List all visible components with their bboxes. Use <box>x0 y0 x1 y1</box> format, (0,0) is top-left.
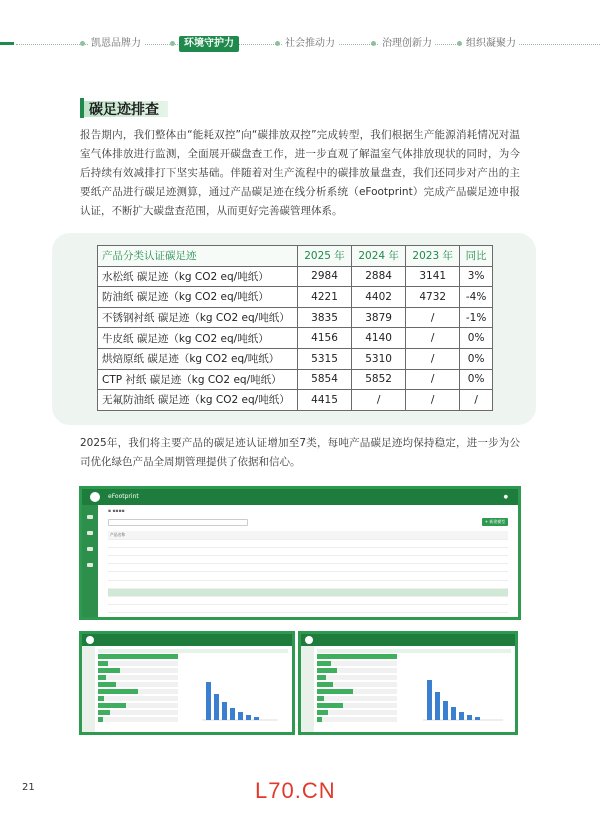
grid-col <box>479 531 508 539</box>
cell-yoy: / <box>460 390 493 411</box>
cell-product: CTP 衬纸 碳足迹（kg CO2 eq/吨纸） <box>98 369 298 390</box>
analysis-row <box>98 717 178 722</box>
analysis-row <box>317 717 397 722</box>
table-row <box>98 287 493 308</box>
grid-cell <box>420 605 449 613</box>
section-heading <box>80 98 200 118</box>
cell-product: 无氟防油纸 碳足迹（kg CO2 eq/吨纸） <box>98 390 298 411</box>
analysis-bar <box>317 675 326 680</box>
grid-cell <box>390 547 419 555</box>
grid-cell <box>479 580 508 588</box>
cell-product: 烘焙原纸 碳足迹（kg CO2 eq/吨纸） <box>98 348 298 369</box>
user-account-icon: ● <box>503 494 508 500</box>
intro-paragraph: 报告期内，我们整体由“能耗双控”向“碳排放双控”完成转型，我们根据生产能源消耗情况对温室气体排放进行监测，全面展开碳盘查工作，进一步直观了解温室气体排放现状的同时，为今后持续有效减排打下坚实基础。伴随着对生产流程中的碳排放量盘查，我们还同步对产出的主要纸产品进行碳足迹测算，通过产品碳足迹在线分析系统（eFootprint）完成产品碳足迹申报认证，不断扩大碳盘查范围，从而更好完善碳管理体系。 <box>80 129 520 217</box>
grid-cell <box>449 564 478 572</box>
analysis-row <box>317 689 397 694</box>
nav-item-governance[interactable]: 治理创新力 <box>379 36 435 52</box>
nav-item-brand[interactable]: 凯恩品牌力 <box>88 36 144 52</box>
grid-cell <box>108 564 361 572</box>
analysis-bar <box>317 654 397 659</box>
nav-dot <box>80 41 85 46</box>
analysis-list <box>317 654 397 728</box>
grid-cell <box>449 605 478 613</box>
cell-product: 防油纸 碳足迹（kg CO2 eq/吨纸） <box>98 287 298 308</box>
grid-cell <box>479 556 508 564</box>
nav-item-society[interactable]: 社会推动力 <box>282 36 338 52</box>
cell-yoy: 0% <box>460 369 493 390</box>
grid-cell <box>420 580 449 588</box>
analysis-row <box>317 654 397 659</box>
table-row <box>98 266 493 287</box>
table-row <box>98 369 493 390</box>
grid-cell <box>108 588 361 596</box>
efootprint-analysis-screenshot-1 <box>79 631 295 735</box>
cell-2023: 4732 <box>406 287 460 308</box>
analysis-bar <box>317 717 322 722</box>
grid-cell <box>108 597 361 605</box>
analysis-row <box>98 675 178 680</box>
cell-product: 不锈钢衬纸 碳足迹（kg CO2 eq/吨纸） <box>98 307 298 328</box>
table-header-row <box>98 246 493 267</box>
grid-cell <box>390 539 419 547</box>
grid-cell <box>420 572 449 580</box>
grid-cell <box>361 539 390 547</box>
analysis-bar <box>98 689 138 694</box>
sidebar-icon <box>87 515 93 519</box>
chart-bar <box>443 701 448 720</box>
analysis-row <box>317 696 397 701</box>
nav-dot <box>275 41 280 46</box>
table-row <box>98 348 493 369</box>
cell-2023: / <box>406 369 460 390</box>
cell-2023: / <box>406 307 460 328</box>
cell-2024: 2884 <box>352 266 406 287</box>
app-logo-icon <box>90 492 100 502</box>
grid-row <box>108 539 508 547</box>
cell-2023: / <box>406 390 460 411</box>
nav-left-bar <box>0 42 14 45</box>
grid-cell <box>108 605 361 613</box>
app-header <box>301 634 515 646</box>
grid-row <box>108 605 508 613</box>
table-row <box>98 328 493 349</box>
cell-yoy: 0% <box>460 328 493 349</box>
analysis-row <box>98 710 178 715</box>
analysis-bar <box>98 717 103 722</box>
grid-row <box>108 580 508 588</box>
carbon-footprint-table <box>97 245 493 411</box>
cell-2025: 5315 <box>298 348 352 369</box>
grid-cell <box>390 564 419 572</box>
analysis-bar <box>317 710 328 715</box>
grid-col <box>449 531 478 539</box>
top-navigation <box>0 36 600 52</box>
app-name: eFootprint <box>108 493 139 500</box>
cell-yoy: 3% <box>460 266 493 287</box>
analysis-bar <box>317 682 333 687</box>
cell-2024: 4402 <box>352 287 406 308</box>
cell-2024: 5310 <box>352 348 406 369</box>
cell-yoy: 0% <box>460 348 493 369</box>
analysis-bar <box>317 661 331 666</box>
chart-bar <box>246 715 251 720</box>
analysis-row <box>98 668 178 673</box>
cell-2025: 4221 <box>298 287 352 308</box>
header-2024: 2024 年 <box>352 246 406 267</box>
grid-cell <box>420 588 449 596</box>
grid-cell <box>361 572 390 580</box>
analysis-bar <box>98 710 110 715</box>
app-sidebar <box>82 505 98 617</box>
chart-bar <box>435 692 440 720</box>
app-search-input <box>108 519 248 526</box>
app-header <box>82 489 518 505</box>
grid-cell <box>449 547 478 555</box>
analysis-row <box>98 689 178 694</box>
analysis-bar <box>98 703 126 708</box>
grid-cell <box>108 556 361 564</box>
app-logo-icon <box>86 636 94 644</box>
grid-cell <box>361 588 390 596</box>
grid-row <box>108 572 508 580</box>
app-model-grid <box>108 531 508 613</box>
chart-bar <box>254 717 259 720</box>
chart-bar <box>222 702 227 720</box>
grid-cell <box>449 588 478 596</box>
section-title-text: 碳足迹排查 <box>89 102 159 118</box>
grid-cell <box>361 564 390 572</box>
analysis-row <box>98 703 178 708</box>
grid-cell <box>420 597 449 605</box>
chart-bar <box>459 712 464 720</box>
header-2023: 2023 年 <box>406 246 460 267</box>
header-2025: 2025 年 <box>298 246 352 267</box>
sidebar-icon <box>87 563 93 567</box>
nav-item-organization[interactable]: 组织凝聚力 <box>463 36 519 52</box>
cell-2025: 3835 <box>298 307 352 328</box>
nav-item-environment[interactable]: 环境守护力 <box>179 36 239 52</box>
grid-cell <box>479 539 508 547</box>
mini-bar-chart <box>200 674 280 724</box>
nav-dot <box>457 41 462 46</box>
analysis-bar <box>317 689 353 694</box>
cell-2023: / <box>406 328 460 349</box>
chart-bar <box>467 715 472 720</box>
grid-col-name: 产品名称 <box>108 531 361 539</box>
grid-cell <box>479 588 508 596</box>
grid-cell <box>361 547 390 555</box>
grid-cell <box>361 556 390 564</box>
grid-cell <box>449 580 478 588</box>
cell-2025: 4415 <box>298 390 352 411</box>
analysis-bar <box>98 668 120 673</box>
analysis-row <box>317 668 397 673</box>
grid-cell <box>390 580 419 588</box>
cell-2024: 5852 <box>352 369 406 390</box>
grid-cell <box>449 597 478 605</box>
page-number: 21 <box>22 782 35 793</box>
grid-cell <box>390 588 419 596</box>
analysis-row <box>98 661 178 666</box>
outro-paragraph: 2025年，我们将主要产品的碳足迹认证增加至7类，每吨产品碳足迹均保持稳定，进一步为公司优化绿色产品全周期管理提供了依据和信心。 <box>80 437 520 468</box>
analysis-bar <box>98 675 106 680</box>
app-sidebar <box>82 646 95 732</box>
grid-header <box>108 531 508 539</box>
cell-2024: 4140 <box>352 328 406 349</box>
grid-cell <box>420 539 449 547</box>
analysis-row <box>317 675 397 680</box>
grid-cell <box>361 605 390 613</box>
grid-cell <box>420 547 449 555</box>
grid-cell <box>108 572 361 580</box>
chart-bar <box>238 712 243 720</box>
analysis-list <box>98 654 178 728</box>
grid-cell <box>108 580 361 588</box>
grid-cell <box>479 547 508 555</box>
analysis-row <box>317 703 397 708</box>
cell-product: 牛皮纸 碳足迹（kg CO2 eq/吨纸） <box>98 328 298 349</box>
app-tabbar <box>317 649 511 653</box>
efootprint-list-screenshot <box>79 486 521 620</box>
grid-col <box>420 531 449 539</box>
analysis-bar <box>317 668 337 673</box>
analysis-row <box>317 682 397 687</box>
analysis-row <box>98 696 178 701</box>
app-sidebar <box>301 646 314 732</box>
efootprint-analysis-screenshot-2 <box>298 631 518 735</box>
grid-col <box>361 531 390 539</box>
chart-bar <box>451 707 456 720</box>
app-breadcrumb-icon: ▪ ▪▪▪▪ <box>108 509 125 514</box>
table-row <box>98 390 493 411</box>
grid-cell <box>361 580 390 588</box>
grid-cell <box>390 556 419 564</box>
grid-col <box>390 531 419 539</box>
header-category: 产品分类认证碳足迹 <box>98 246 298 267</box>
grid-cell <box>449 572 478 580</box>
cell-2025: 5854 <box>298 369 352 390</box>
sidebar-icon <box>87 547 93 551</box>
mini-bar-chart <box>421 674 505 724</box>
cell-2024: 3879 <box>352 307 406 328</box>
sidebar-icon <box>87 531 93 535</box>
analysis-bar <box>98 661 108 666</box>
cell-2023: / <box>406 348 460 369</box>
cell-2023: 3141 <box>406 266 460 287</box>
grid-cell <box>420 556 449 564</box>
grid-cell <box>108 547 361 555</box>
grid-cell <box>420 564 449 572</box>
cell-yoy: -4% <box>460 287 493 308</box>
chart-bar <box>206 682 211 720</box>
nav-dot <box>371 41 376 46</box>
analysis-bar <box>98 654 178 659</box>
analysis-bar <box>98 682 116 687</box>
app-logo-icon <box>305 636 313 644</box>
grid-row <box>108 597 508 605</box>
grid-cell <box>108 539 361 547</box>
cell-2025: 4156 <box>298 328 352 349</box>
table-row <box>98 307 493 328</box>
chart-bar <box>214 694 219 720</box>
grid-cell <box>361 597 390 605</box>
grid-cell <box>449 556 478 564</box>
grid-cell <box>479 564 508 572</box>
grid-row-highlighted <box>108 588 508 596</box>
grid-cell <box>479 597 508 605</box>
grid-row <box>108 564 508 572</box>
grid-row <box>108 547 508 555</box>
grid-cell <box>479 572 508 580</box>
analysis-bar <box>98 696 104 701</box>
grid-cell <box>390 597 419 605</box>
cell-yoy: -1% <box>460 307 493 328</box>
chart-bar <box>475 717 480 720</box>
chart-bar <box>427 680 432 720</box>
analysis-bar <box>317 696 324 701</box>
app-tabbar <box>98 649 288 653</box>
nav-dot <box>170 41 175 46</box>
new-model-button: + 新建模型 <box>482 518 508 526</box>
watermark: L70.CN <box>255 778 336 803</box>
analysis-row <box>98 654 178 659</box>
analysis-row <box>317 661 397 666</box>
grid-cell <box>479 605 508 613</box>
cell-2024: / <box>352 390 406 411</box>
grid-row <box>108 556 508 564</box>
cell-product: 水松纸 碳足迹（kg CO2 eq/吨纸） <box>98 266 298 287</box>
analysis-row <box>317 710 397 715</box>
cell-2025: 2984 <box>298 266 352 287</box>
analysis-bar <box>317 703 343 708</box>
grid-cell <box>390 605 419 613</box>
chart-bar <box>230 708 235 720</box>
grid-cell <box>449 539 478 547</box>
app-header <box>82 634 292 646</box>
grid-cell <box>390 572 419 580</box>
analysis-row <box>98 682 178 687</box>
header-yoy: 同比 <box>460 246 493 267</box>
